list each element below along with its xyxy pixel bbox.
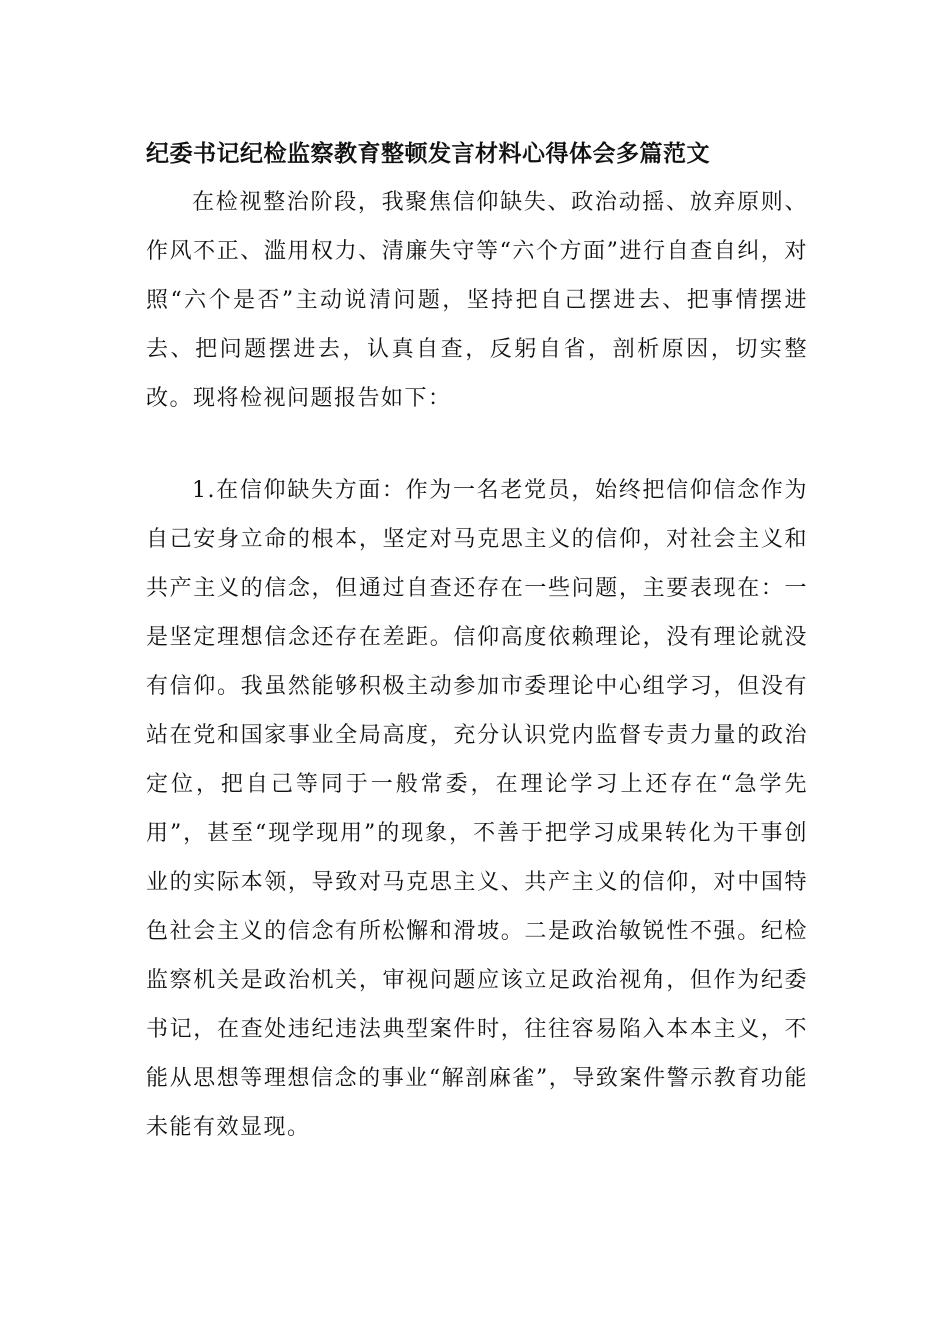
paragraph-faith-section: 1.在信仰缺失方面：作为一名老党员，始终把信仰信念作为自己安身立命的根本，坚定对马克思主义的信仰，对社会主义和共产主义的信念，但通过自查还存在一些问题，主要表现在：一是坚定理想信念还存在差距。信仰高度依赖理论，没有理论就没有信仰。我虽然能够积极主动参加市委理论中心组学习，但没有站在党和国家事业全局高度，充分认识党内监督专责力量的政治定位，把自己等同于一般常委，在理论学习上还存在“急学先用”，甚至“现学现用”的现象，不善于把学习成果转化为干事创业的实际本领，导致对马克思主义、共产主义的信仰，对中国特色社会主义的信念有所松懈和滑坡。二是政治敏锐性不强。纪检监察机关是政治机关，审视问题应该立足政治视角，但作为纪委书记，在查处违纪违法典型案件时，往往容易陷入本本主义，不能从思想等理想信念的事业“解剖麻雀”，导致案件警示教育功能未能有效显现。	[146, 478, 808, 1140]
paragraph-intro: 在检视整治阶段，我聚焦信仰缺失、政治动摇、放弃原则、作风不正、滥用权力、清廉失守等“六个方面”进行自查自纠，对照“六个是否”主动说清问题，坚持把自己摆进去、把事情摆进去、把问题摆进去，认真自查，反躬自省，剖析原因，切实整改。现将检视问题报告如下：	[146, 190, 808, 411]
document-title: 纪委书记纪检监察教育整顿发言材料心得体会多篇范文	[146, 141, 710, 167]
